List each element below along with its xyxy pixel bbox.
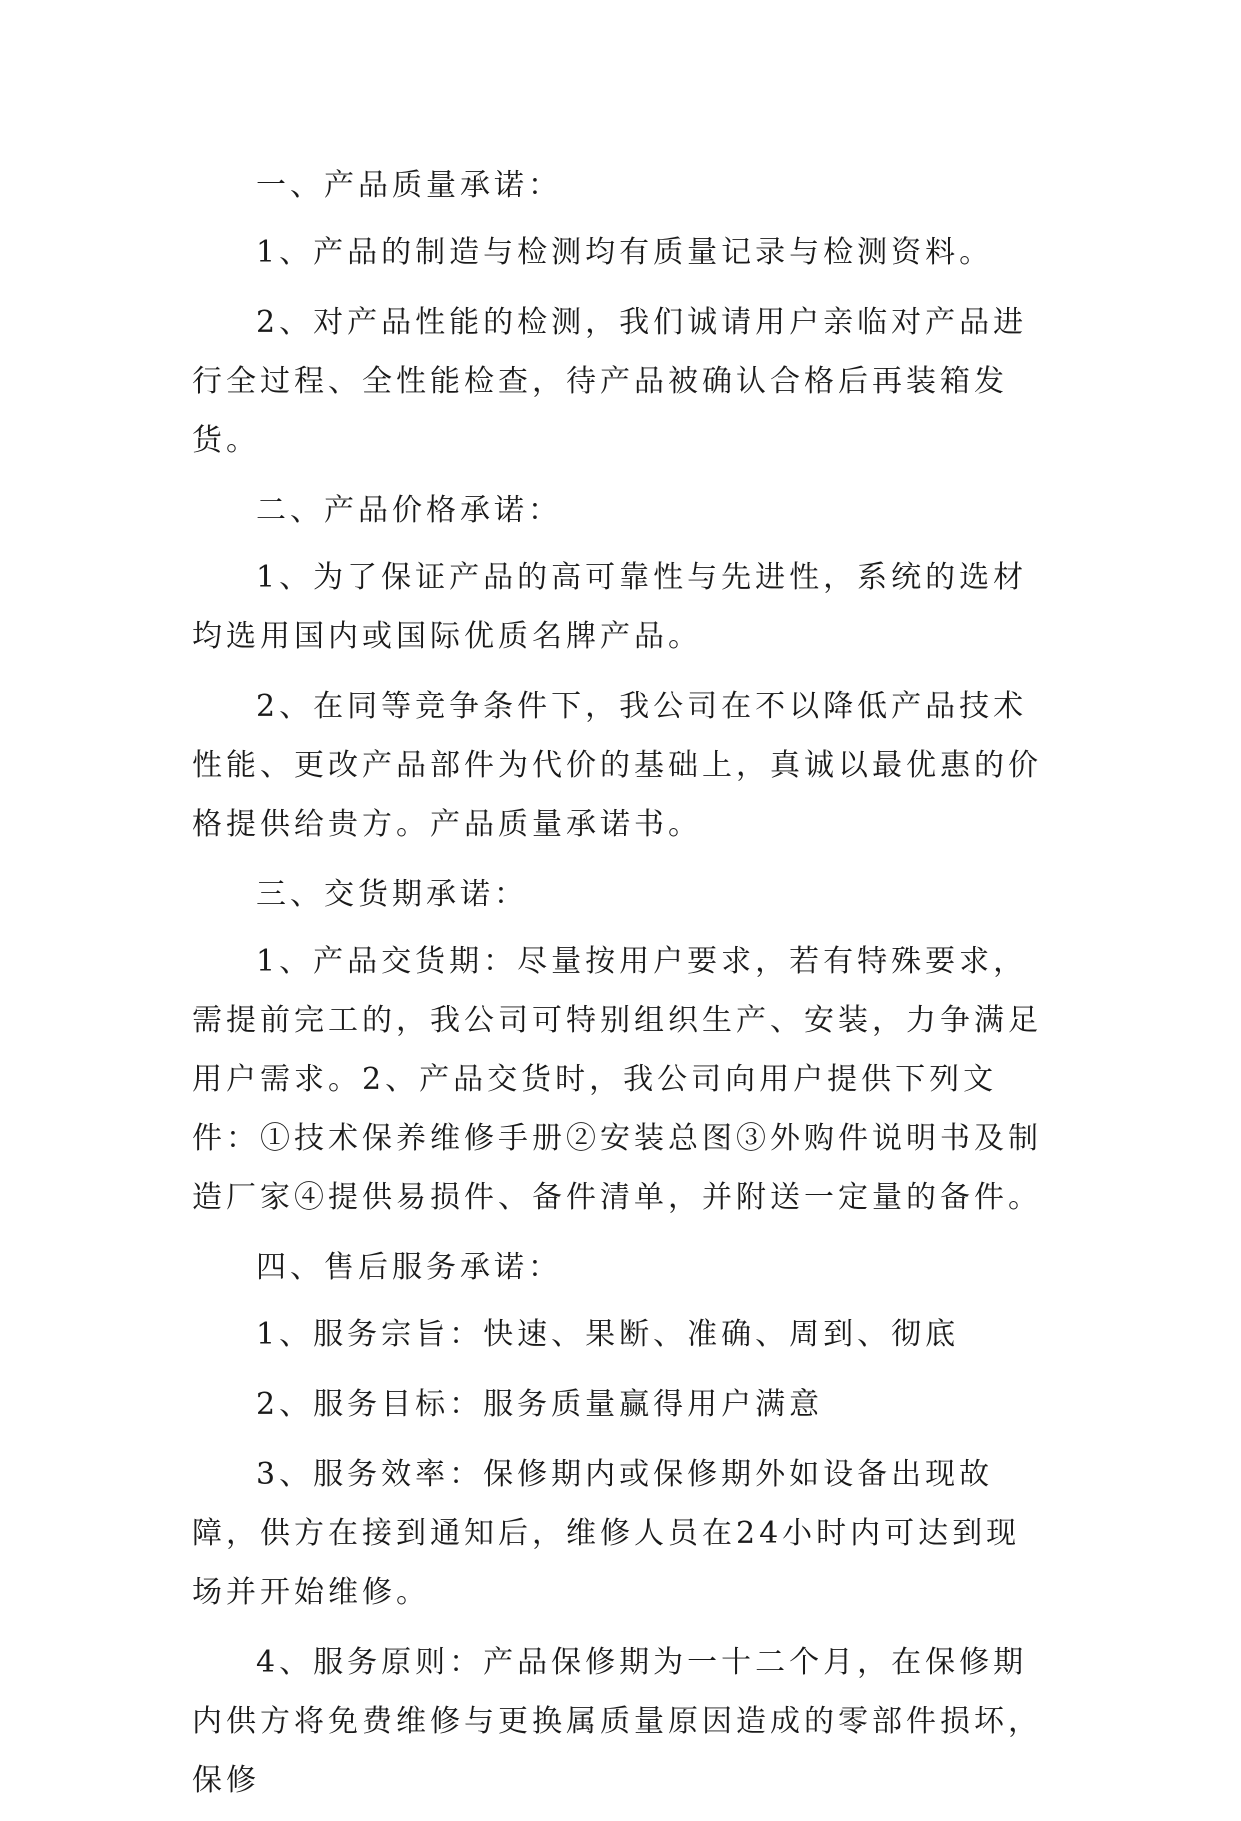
paragraph: 2、服务目标：服务质量赢得用户满意 bbox=[256, 1387, 824, 1422]
section-heading-after-sales: 四、售后服务承诺： bbox=[256, 1250, 562, 1285]
paragraph: 1、服务宗旨：快速、果断、准确、周到、彻底 bbox=[256, 1317, 960, 1352]
document-body bbox=[192, 156, 1052, 1821]
section-heading-price: 二、产品价格承诺： bbox=[256, 493, 562, 528]
section-heading-quality: 一、产品质量承诺： bbox=[256, 168, 562, 203]
paragraph: 1、产品的制造与检测均有质量记录与检测资料。 bbox=[256, 235, 994, 270]
section-heading-delivery: 三、交货期承诺： bbox=[256, 877, 528, 912]
paragraph: 1、为了保证产品的高可靠性与先进性，系统的选材均选用国内或国际优质名牌产品。 bbox=[192, 560, 1028, 654]
paragraph: 2、在同等竞争条件下，我公司在不以降低产品技术性能、更改产品部件为代价的基础上，真诚以最优惠的价格提供给贵方。产品质量承诺书。 bbox=[192, 689, 1042, 842]
paragraph: 4、服务原则：产品保修期为一十二个月，在保修期内供方将免费维修与更换属质量原因造成的零部件损坏，保修 bbox=[192, 1645, 1042, 1798]
paragraph: 3、服务效率：保修期内或保修期外如设备出现故障，供方在接到通知后，维修人员在24小时内可达到现场并开始维修。 bbox=[192, 1457, 1021, 1610]
paragraph: 2、对产品性能的检测，我们诚请用户亲临对产品进行全过程、全性能检查，待产品被确认合格后再装箱发货。 bbox=[192, 305, 1028, 458]
paragraph: 1、产品交货期：尽量按用户要求，若有特殊要求，需提前完工的，我公司可特别组织生产、安装，力争满足用户需求。2、产品交货时，我公司向用户提供下列文件：①技术保养维修手册②安装总图③外购件说明书及制造厂家④提供易损件、备件清单，并附送一定量的备件。 bbox=[192, 944, 1042, 1215]
